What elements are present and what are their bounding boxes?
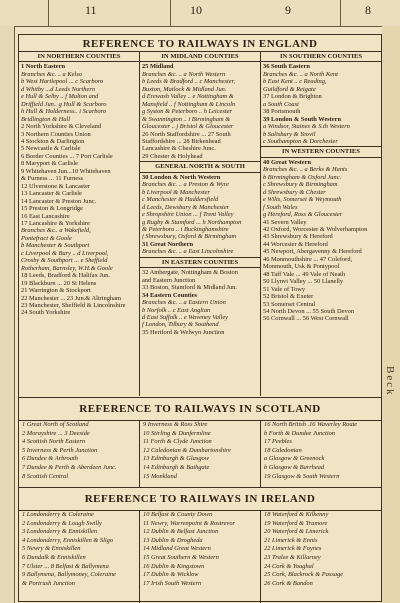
- railway-entry: 36 South Eastern: [263, 63, 310, 71]
- ireland-title: REFERENCE TO RAILWAYS IN IRELAND: [84, 493, 316, 505]
- railway-entry: 10 Belfast & County Down: [143, 511, 213, 518]
- railway-entry: 45 Newport, Abergavenny & Hereford: [263, 248, 362, 256]
- england-column: [19, 52, 140, 396]
- column-heading: IN SOUTHERN COUNTIES: [261, 52, 381, 62]
- railway-entry: 46 Monmouthshire ... 47 Coleford,: [263, 255, 353, 263]
- railway-entry: Branches &c. .. a East Lincolnshire: [142, 248, 234, 256]
- railway-entry: 18 Waterford & Kilkenny: [264, 511, 329, 518]
- railway-entry: 21 Limerick & Ennis: [264, 536, 318, 544]
- railway-entry: Mansfield .. f Nottingham & Lincoln: [142, 100, 236, 108]
- railway-entry: 23 Tralee & Killarney: [264, 553, 321, 561]
- railway-entry: 26 Cork & Bandon: [264, 579, 313, 587]
- railway-entry: Rotherham, Barnsley, W.H.& Goole: [21, 264, 113, 272]
- england-columns: [19, 51, 381, 396]
- railway-entry: 2 North Yorkshire & Cleveland: [21, 123, 102, 131]
- railway-entry: e Wilts, Somerset & Weymouth: [263, 196, 342, 204]
- railway-entry: 39 London & South Western: [263, 115, 342, 123]
- railway-entry: a Windsor, Staines & S.th Western: [263, 123, 350, 131]
- grid-tick: [170, 0, 171, 26]
- railway-entry: 42 Oxford, Worcester & Wolverhampton: [263, 225, 368, 233]
- railway-entry: 25 Cork, Blackrock & Passage: [264, 571, 344, 579]
- railway-entry: 10 Stirling & Dunfermline: [143, 429, 211, 437]
- ireland-section: [19, 487, 381, 602]
- railway-entry: 23 Manchester, Sheffield & Lincolnshire: [21, 301, 126, 309]
- railway-entry: Bridlington & Hull: [21, 115, 70, 123]
- grid-number: 9: [285, 3, 291, 17]
- railway-entry: 15 Great Southern & Western: [143, 553, 219, 561]
- railway-entry: 33 Boston, Stamford & Midland Jun.: [142, 284, 237, 292]
- region-subheading: IN WESTERN COUNTIES: [261, 146, 381, 157]
- railway-entry: 2 Londonderry & Lough Swilly: [22, 519, 102, 527]
- railway-entry: b East Kent .. c Reading,: [263, 78, 327, 86]
- england-title: REFERENCE TO RAILWAYS IN ENGLAND: [82, 38, 318, 50]
- railway-entry: 14 Edinburgh & Bathgate: [143, 463, 210, 471]
- railway-entry: 40 Great Western: [263, 158, 312, 166]
- map-place-label: Beck: [384, 366, 396, 397]
- railway-entry: Branches &c. .. a Eastern Union: [142, 299, 226, 307]
- grid-number: 10: [190, 3, 202, 17]
- railway-entry: 17 Peebles: [264, 438, 292, 446]
- railway-entry: 50 Llynvi Valley ... 50 Llanelly: [263, 278, 344, 286]
- railway-entry: and Eastern Junction: [142, 276, 196, 284]
- grid-number: 8: [365, 3, 371, 17]
- grid-tick: [48, 0, 49, 26]
- railway-entry: 12 Ulverstone & Lancaster: [21, 182, 91, 190]
- railway-entry: b Glasgow & Barrhead: [264, 463, 325, 471]
- column-heading: IN NORTHERN COUNTIES: [19, 52, 139, 62]
- scotland-column: [140, 421, 261, 487]
- railway-entry: b Forth & Dundee Junction: [264, 429, 335, 437]
- railway-entry: 5 Newcastle & Carlisle: [21, 145, 81, 153]
- railway-entry: 5 Inverness & Perth Junction: [22, 446, 98, 454]
- map-edge: [382, 26, 400, 603]
- railway-entry: 54 North Devon ... 55 South Devon: [263, 307, 355, 315]
- railway-entry: & Peterboro .. i Buckinghamshire: [142, 225, 229, 233]
- railway-entry: g Rugby & Stamford ... h Northampton: [142, 218, 242, 226]
- column-heading: IN MIDLAND COUNTIES: [140, 52, 260, 62]
- railway-entry: 17 Irish South Western: [143, 579, 202, 587]
- railway-entry: Monmouth, Usk & Pontypool: [263, 263, 340, 271]
- railway-entry: 24 Cork & Youghal: [264, 562, 314, 570]
- railway-entry: Guildford & Reigate: [263, 85, 316, 93]
- grid-number: 11: [85, 3, 97, 17]
- railway-entry: Buxton, Matlock & Midland Jun.: [142, 85, 227, 93]
- railway-entry: 17 Lancashire & Yorkshire: [21, 219, 90, 227]
- railway-entry: d Leeds, Dewsbury & Manchester: [142, 203, 230, 211]
- region-subheading: GENERAL NORTH & SOUTH: [140, 161, 260, 172]
- railway-entry: 44 Worcester & Hereford: [263, 240, 328, 248]
- railway-entry: & Swannington .. i Birmingham &: [142, 115, 231, 123]
- railway-entry: 19 Waterford & Tramore: [264, 519, 328, 527]
- railway-entry: 11 Newry, Warrenpoint & Rostrevor: [143, 519, 236, 527]
- railway-entry: e Hull & Selby .. f Malton and: [21, 93, 99, 101]
- england-section: [19, 35, 381, 395]
- railway-entry: 16 North British .16 Waverley Route: [264, 421, 358, 428]
- railway-entry: 15 Monkland: [143, 472, 177, 480]
- railway-entry: 1 Great North of Scotland: [22, 421, 89, 428]
- railway-entry: a Glasgow & Greenock: [264, 455, 325, 463]
- railway-entry: 43 Shrewsbury & Hereford: [263, 233, 333, 241]
- scotland-section: [19, 397, 381, 486]
- railway-entry: c Southampton & Dorchester: [263, 137, 338, 145]
- railway-entry: 1 Londonderry & Coleraine: [22, 511, 94, 518]
- railway-entry: 53 Somerset Central: [263, 300, 316, 308]
- railway-entry: 8 Maryport & Carlisle: [21, 160, 78, 168]
- railway-entry: 20 Waterford & Limerick: [264, 528, 329, 536]
- railway-entry: j Shrewsbury, Oxford & Birmingham: [142, 233, 237, 241]
- railway-entry: Driffield Jun.. g Hull & Scarboro: [21, 100, 107, 108]
- railway-entry: 3 Londonderry & Enniskillen: [22, 528, 98, 536]
- railway-entry: 35 Hertford & Welwyn Junction: [142, 328, 225, 336]
- railway-entry: 26 North Staffordshire ... 27 South: [142, 130, 231, 138]
- railway-entry: 29 Chester & Holyhead: [142, 152, 203, 160]
- railway-entry: f South Wales: [263, 203, 298, 211]
- railway-entry: 16 Dublin & Kingstown: [143, 562, 205, 570]
- railway-entry: 30 London & North Western: [142, 173, 221, 181]
- railway-entry: b Liverpool & Manchester: [142, 188, 210, 196]
- railway-entry: Branches &c. .. a Kelso: [21, 70, 82, 78]
- railway-entry: 21 Warrington & Stockport: [21, 287, 91, 295]
- railway-entry: 3 Northern Counties Union: [21, 130, 91, 138]
- railway-entry: Gloucester .. j Bristol & Gloucester: [142, 123, 234, 131]
- railway-entry: 6 Dundee & Arbroath: [22, 455, 78, 463]
- railway-entry: 4 Stockton & Darlington: [21, 137, 85, 145]
- railway-entry: 2 Morayshire ... 3 Deeside: [22, 429, 90, 437]
- railway-entry: 14 Lancaster & Preston Junc.: [21, 197, 97, 205]
- railway-entry: 7 Dundee & Perth & Aberdeen Junc.: [22, 463, 117, 471]
- railway-entry: 34 Eastern Counties: [142, 291, 198, 299]
- railway-entry: f London, Tilbury & Southend: [142, 321, 219, 329]
- railway-entry: 12 Caledonian & Dumbartonshire: [143, 446, 231, 454]
- railway-entry: 13 Lancaster & Carlisle: [21, 190, 82, 198]
- railway-entry: 19 Blackburn ... 20 St Helens: [21, 279, 97, 287]
- railway-entry: b West Hartlepool ... c Scarboro: [21, 78, 104, 86]
- scotland-title: REFERENCE TO RAILWAYS IN SCOTLAND: [79, 403, 321, 415]
- railway-entry: 4 Scottish North Eastern: [22, 438, 86, 446]
- railway-entry: Branches &c.. a Wakefield,: [21, 227, 91, 235]
- scotland-column: [261, 421, 381, 487]
- railway-entry: b Leeds & Bradford .. c Manchester,: [142, 78, 235, 86]
- railway-entry: 9 Ballymena, Ballymoney, Coleraine: [22, 571, 116, 579]
- railway-entry: 5 Newry & Enniskillen: [22, 545, 81, 553]
- railway-entry: 31 Great Northern: [142, 240, 193, 248]
- ireland-column: [261, 511, 381, 603]
- railway-entry: Staffordshire ... 28 Birkenhead: [142, 137, 221, 145]
- ireland-column: [19, 511, 140, 603]
- railway-entry: 18 Caledonian: [264, 446, 302, 454]
- railway-entry: 14 Midland Great Western: [143, 545, 211, 553]
- railway-entry: g Hereford, Ross & Gloucester: [263, 211, 343, 219]
- railway-entry: 17 Dublin & Wicklow: [143, 571, 199, 579]
- railway-entry: 13 Dublin & Drogheda: [143, 536, 203, 544]
- railway-entry: 13 Edinburgh & Glasgow: [143, 455, 209, 463]
- railway-entry: 48 Taff Vale ... 49 Vale of Neath: [263, 270, 346, 278]
- railway-entry: c Liverpool & Bury .. d Liverpool,: [21, 249, 109, 257]
- railway-entry: b Birmingham & Oxford Junc.: [263, 173, 342, 181]
- railway-entry: 12 Dublin & Belfast Junction: [143, 528, 219, 536]
- railway-entry: d Shrewsbury & Chester: [263, 188, 326, 196]
- railway-entry: 18 Leeds, Bradford & Halifax Jun.: [21, 272, 110, 280]
- railway-entry: c Manchester & Huddersfield: [142, 196, 219, 204]
- railway-entry: 22 Manchester ... 23 Jun.& Altringham: [21, 294, 121, 302]
- railway-entry: 9 Whitehaven Jun...10 Whitehaven: [21, 167, 111, 175]
- railway-entry: 19 Glasgow & South Western: [264, 472, 340, 480]
- railway-entry: 22 Limerick & Foynes: [264, 545, 322, 553]
- england-column: [140, 52, 261, 396]
- railway-entry: b Salisbury & Yeovil: [263, 130, 316, 138]
- railway-entry: 9 Inverness & Ross Shire: [143, 421, 208, 428]
- railway-entry: 11 Forth & Clyde Junction: [143, 438, 212, 446]
- railway-entry: 16 East Lancashire: [21, 212, 70, 220]
- railway-entry: g Syston & Peterboro .. h Leicester: [142, 108, 232, 116]
- railway-entry: 25 Midland: [142, 63, 174, 71]
- railway-entry: b Norfolk .. c East Anglian: [142, 306, 211, 314]
- railway-entry: 41 Severn Valley: [263, 218, 307, 226]
- railway-entry: & Furness ... 11 Furness: [21, 175, 84, 183]
- england-column: [261, 52, 381, 396]
- ireland-columns: [19, 510, 381, 603]
- railway-entry: 37 London & Brighton: [263, 93, 322, 101]
- railway-entry: 4 Londonderry, Enniskillen & Sligo: [22, 536, 114, 544]
- scotland-columns: [19, 420, 381, 487]
- railway-entry: b Manchester & Southport: [21, 242, 90, 250]
- railway-entry: d Erewash Valley .. e Nottingham &: [142, 93, 234, 101]
- railway-entry: 38 Portsmouth: [263, 108, 301, 116]
- railway-entry: 56 Cornwall ... 56 West Cornwall: [263, 315, 349, 323]
- railway-entry: d East Suffolk .. e Waveney Valley: [142, 313, 229, 321]
- railway-entry: 1 North Eastern: [21, 63, 66, 71]
- railway-entry: 6 Border Counties ... 7 Port Carlisle: [21, 152, 113, 160]
- left-map-margin: [0, 26, 15, 603]
- railway-entry: c Shrewsbury & Birmingham: [263, 181, 338, 189]
- railway-entry: 7 Ulster ... 8 Belfast & Ballymena: [22, 562, 109, 570]
- railway-entry: 51 Vale of Towy: [263, 285, 306, 293]
- railway-entry: e Shropshire Union ... f Trent Valley: [142, 211, 234, 219]
- railway-entry: Pontefract & Goole: [21, 234, 72, 242]
- railway-entry: h Hull & Holderness.. i Scarboro: [21, 108, 107, 116]
- railway-entry: 24 South Yorkshire: [21, 309, 71, 317]
- railway-entry: & Portrush Junction: [22, 579, 75, 587]
- railway-entry: 8 Scottish Central: [22, 472, 69, 480]
- railway-reference-table: [18, 34, 382, 602]
- railway-entry: 15 Preston & Longridge: [21, 205, 83, 213]
- top-grid-scale: [0, 0, 400, 27]
- railway-entry: Branches &c. .. a Preston & Wyre: [142, 181, 229, 189]
- railway-entry: Branches &c. .. a North Western: [142, 70, 226, 78]
- railway-entry: 6 Dundalk & Enniskillen: [22, 553, 86, 561]
- grid-tick: [340, 0, 341, 26]
- scotland-column: [19, 421, 140, 487]
- railway-entry: d Whitby ...d Leeds Northern: [21, 85, 96, 93]
- ireland-column: [140, 511, 261, 603]
- railway-entry: Crosby & Southport ... e Sheffield: [21, 257, 108, 265]
- railway-entry: Lancashire & Cheshire Junc.: [142, 145, 216, 153]
- region-subheading: IN EASTERN COUNTIES: [140, 257, 260, 268]
- railway-entry: Branches &c. .. a North Kent: [263, 70, 338, 78]
- railway-entry: Branches &c. .. a Berks & Hants: [263, 166, 348, 174]
- railway-entry: a South Coast: [263, 100, 299, 108]
- railway-entry: 32 Ambergate, Nottingham & Boston: [142, 269, 238, 277]
- railway-entry: 52 Bristol & Exeter: [263, 293, 314, 301]
